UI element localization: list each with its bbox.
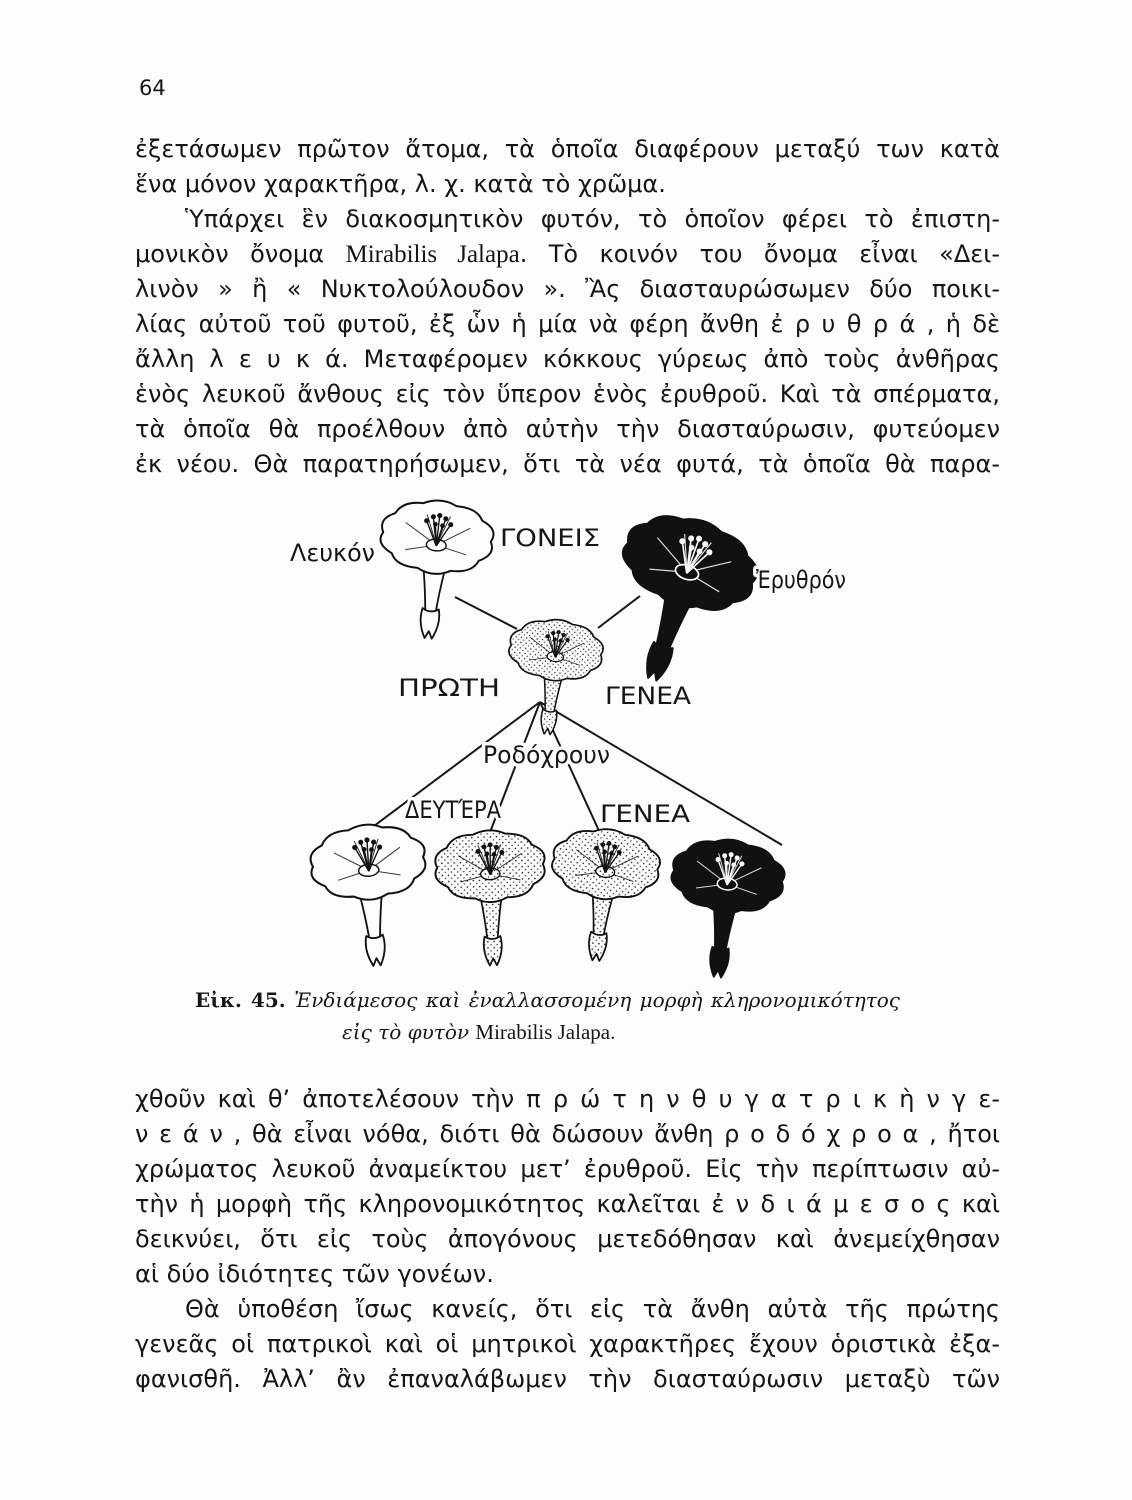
text-line: τὰ ὁποῖα θὰ προέλθουν ἀπὸ αὐτὴν τὴν διασταύρωσιν, φυτεύομεν: [135, 415, 1000, 443]
label-white: Λευκόν: [290, 539, 375, 567]
page-number: 64: [139, 76, 166, 100]
connector-line: [455, 597, 517, 629]
white-second-generation-flower: [308, 820, 435, 971]
text-line: ἕνα μόνον χαρακτῆρα, λ. χ. κατὰ τὸ χρῶμα.: [135, 170, 666, 198]
caption-text: Ἐνδιάμεσος καὶ ἐναλλασσομένη μορφὴ κληρονομικότητος: [294, 988, 901, 1012]
pink-second-generation-flower: [434, 828, 548, 967]
red-second-generation-flower: [662, 834, 788, 983]
text-segment: . Τὸ κοινόν του ὄνομα εἶναι «Δει-: [519, 240, 1000, 268]
bottom-paragraph: [135, 1082, 1000, 1397]
latin-species-name: Mirabilis Jalapa.: [475, 1020, 616, 1044]
figure-caption: [195, 984, 900, 1048]
label-red: Ἐρυθρόν: [756, 566, 846, 594]
text-line: ἑνὸς λευκοῦ ἄνθους εἰς τὸν ὕπερον ἑνὸς ἐρυθροῦ. Καὶ τὰ σπέρματα,: [135, 380, 1000, 408]
text-line: αἱ δύο ἰδιότητες τῶν γονέων.: [135, 1260, 494, 1288]
text-line: ἐξετάσωμεν πρῶτον ἄτομα, τὰ ὁποῖα διαφέρουν μεταξύ των κατὰ: [135, 135, 1000, 163]
text-line: χρώματος λευκοῦ ἀναμείκτου μετ’ ἐρυθροῦ. Εἰς τὴν περίπτωσιν αὐ-: [135, 1155, 1000, 1183]
label-second: ΔΕΥΤΈΡΑ: [405, 796, 502, 824]
text-line: ἄλλη λ ε υ κ ά. Μεταφέρομεν κόκκους γύρεως ἀπὸ τοὺς ἀνθῆρας: [135, 345, 1000, 373]
white-parent-flower: [372, 496, 496, 643]
text-line: Ὑπάρχει ἓν διακοσμητικὸν φυτόν, τὸ ὁποῖον φέρει τὸ ἐπιστη-: [185, 205, 1000, 233]
text-line: [135, 237, 1000, 272]
text-segment: μονικὸν ὄνομα: [135, 240, 346, 268]
text-line: γενεᾶς οἱ πατρικοὶ καὶ οἱ μητρικοὶ χαρακτῆρες ἔχουν ὁριστικὰ ἐξα-: [135, 1330, 1000, 1358]
caption-text: εἰς τὸ φυτὸν: [342, 1020, 476, 1044]
red-parent-flower: [588, 501, 767, 700]
text-line: φανισθῆ. Ἀλλ’ ἂν ἐπαναλάβωμεν τὴν διασταύρωσιν μεταξὺ τῶν: [135, 1365, 1000, 1393]
text-line: ἐκ νέου. Θὰ παρατηρήσωμεν, ὅτι τὰ νέα φυτά, τὰ ὁποῖα θὰ παρα-: [135, 450, 1000, 478]
text-line: χθοῦν καὶ θ’ ἀποτελέσουν τὴν π ρ ώ τ η ν θ υ γ α τ ρ ι κ ὴ ν γ ε-: [135, 1085, 1000, 1113]
pink-second-generation-flower: [543, 824, 663, 967]
mirabilis-inheritance-diagram: [0, 490, 1132, 990]
label-generation-2: ΓΕΝΕΑ: [600, 800, 691, 828]
figure-number: Εἰκ. 45.: [195, 988, 286, 1012]
label-first: ΠΡΩΤΗ: [398, 674, 500, 702]
text-line: Θὰ ὑποθέση ἴσως κανείς, ὅτι εἰς τὰ ἄνθη αὐτὰ τῆς πρώτης: [185, 1295, 1000, 1323]
caption-line: [195, 1016, 900, 1048]
text-line: ν ε ά ν , θὰ εἶναι νόθα, διότι θὰ δώσουν ἄνθη ρ ο δ ό χ ρ ο α , ἤτοι: [135, 1120, 1000, 1148]
label-parents: ΓΟΝΕΙΣ: [500, 524, 600, 552]
text-line: λινὸν » ἢ « Νυκτολούλουδον ». Ἂς διασταυρώσωμεν δύο ποικι-: [135, 275, 1000, 303]
text-line: δεικνύει, ὅτι εἰς τοὺς ἀπογόνους μετεδόθησαν καὶ ἀνεμείχθησαν: [135, 1225, 1000, 1253]
text-line: λίας αὐτοῦ τοῦ φυτοῦ, ἐξ ὧν ἡ μία νὰ φέρη ἄνθη ἐ ρ υ θ ρ ά , ἡ δὲ: [135, 310, 1000, 338]
text-line: τὴν ἡ μορφὴ τῆς κληρονομικότητος καλεῖται ἐ ν δ ι ά μ ε σ ο ς καὶ: [135, 1190, 1000, 1218]
label-pink: Ροδόχρουν: [483, 741, 610, 769]
label-generation-1: ΓΕΝΕΑ: [605, 682, 692, 710]
caption-line: [195, 984, 900, 1016]
latin-species-name: Mirabilis Jalapa: [345, 241, 520, 268]
connector-line: [598, 596, 640, 628]
top-paragraph: [135, 132, 1000, 482]
